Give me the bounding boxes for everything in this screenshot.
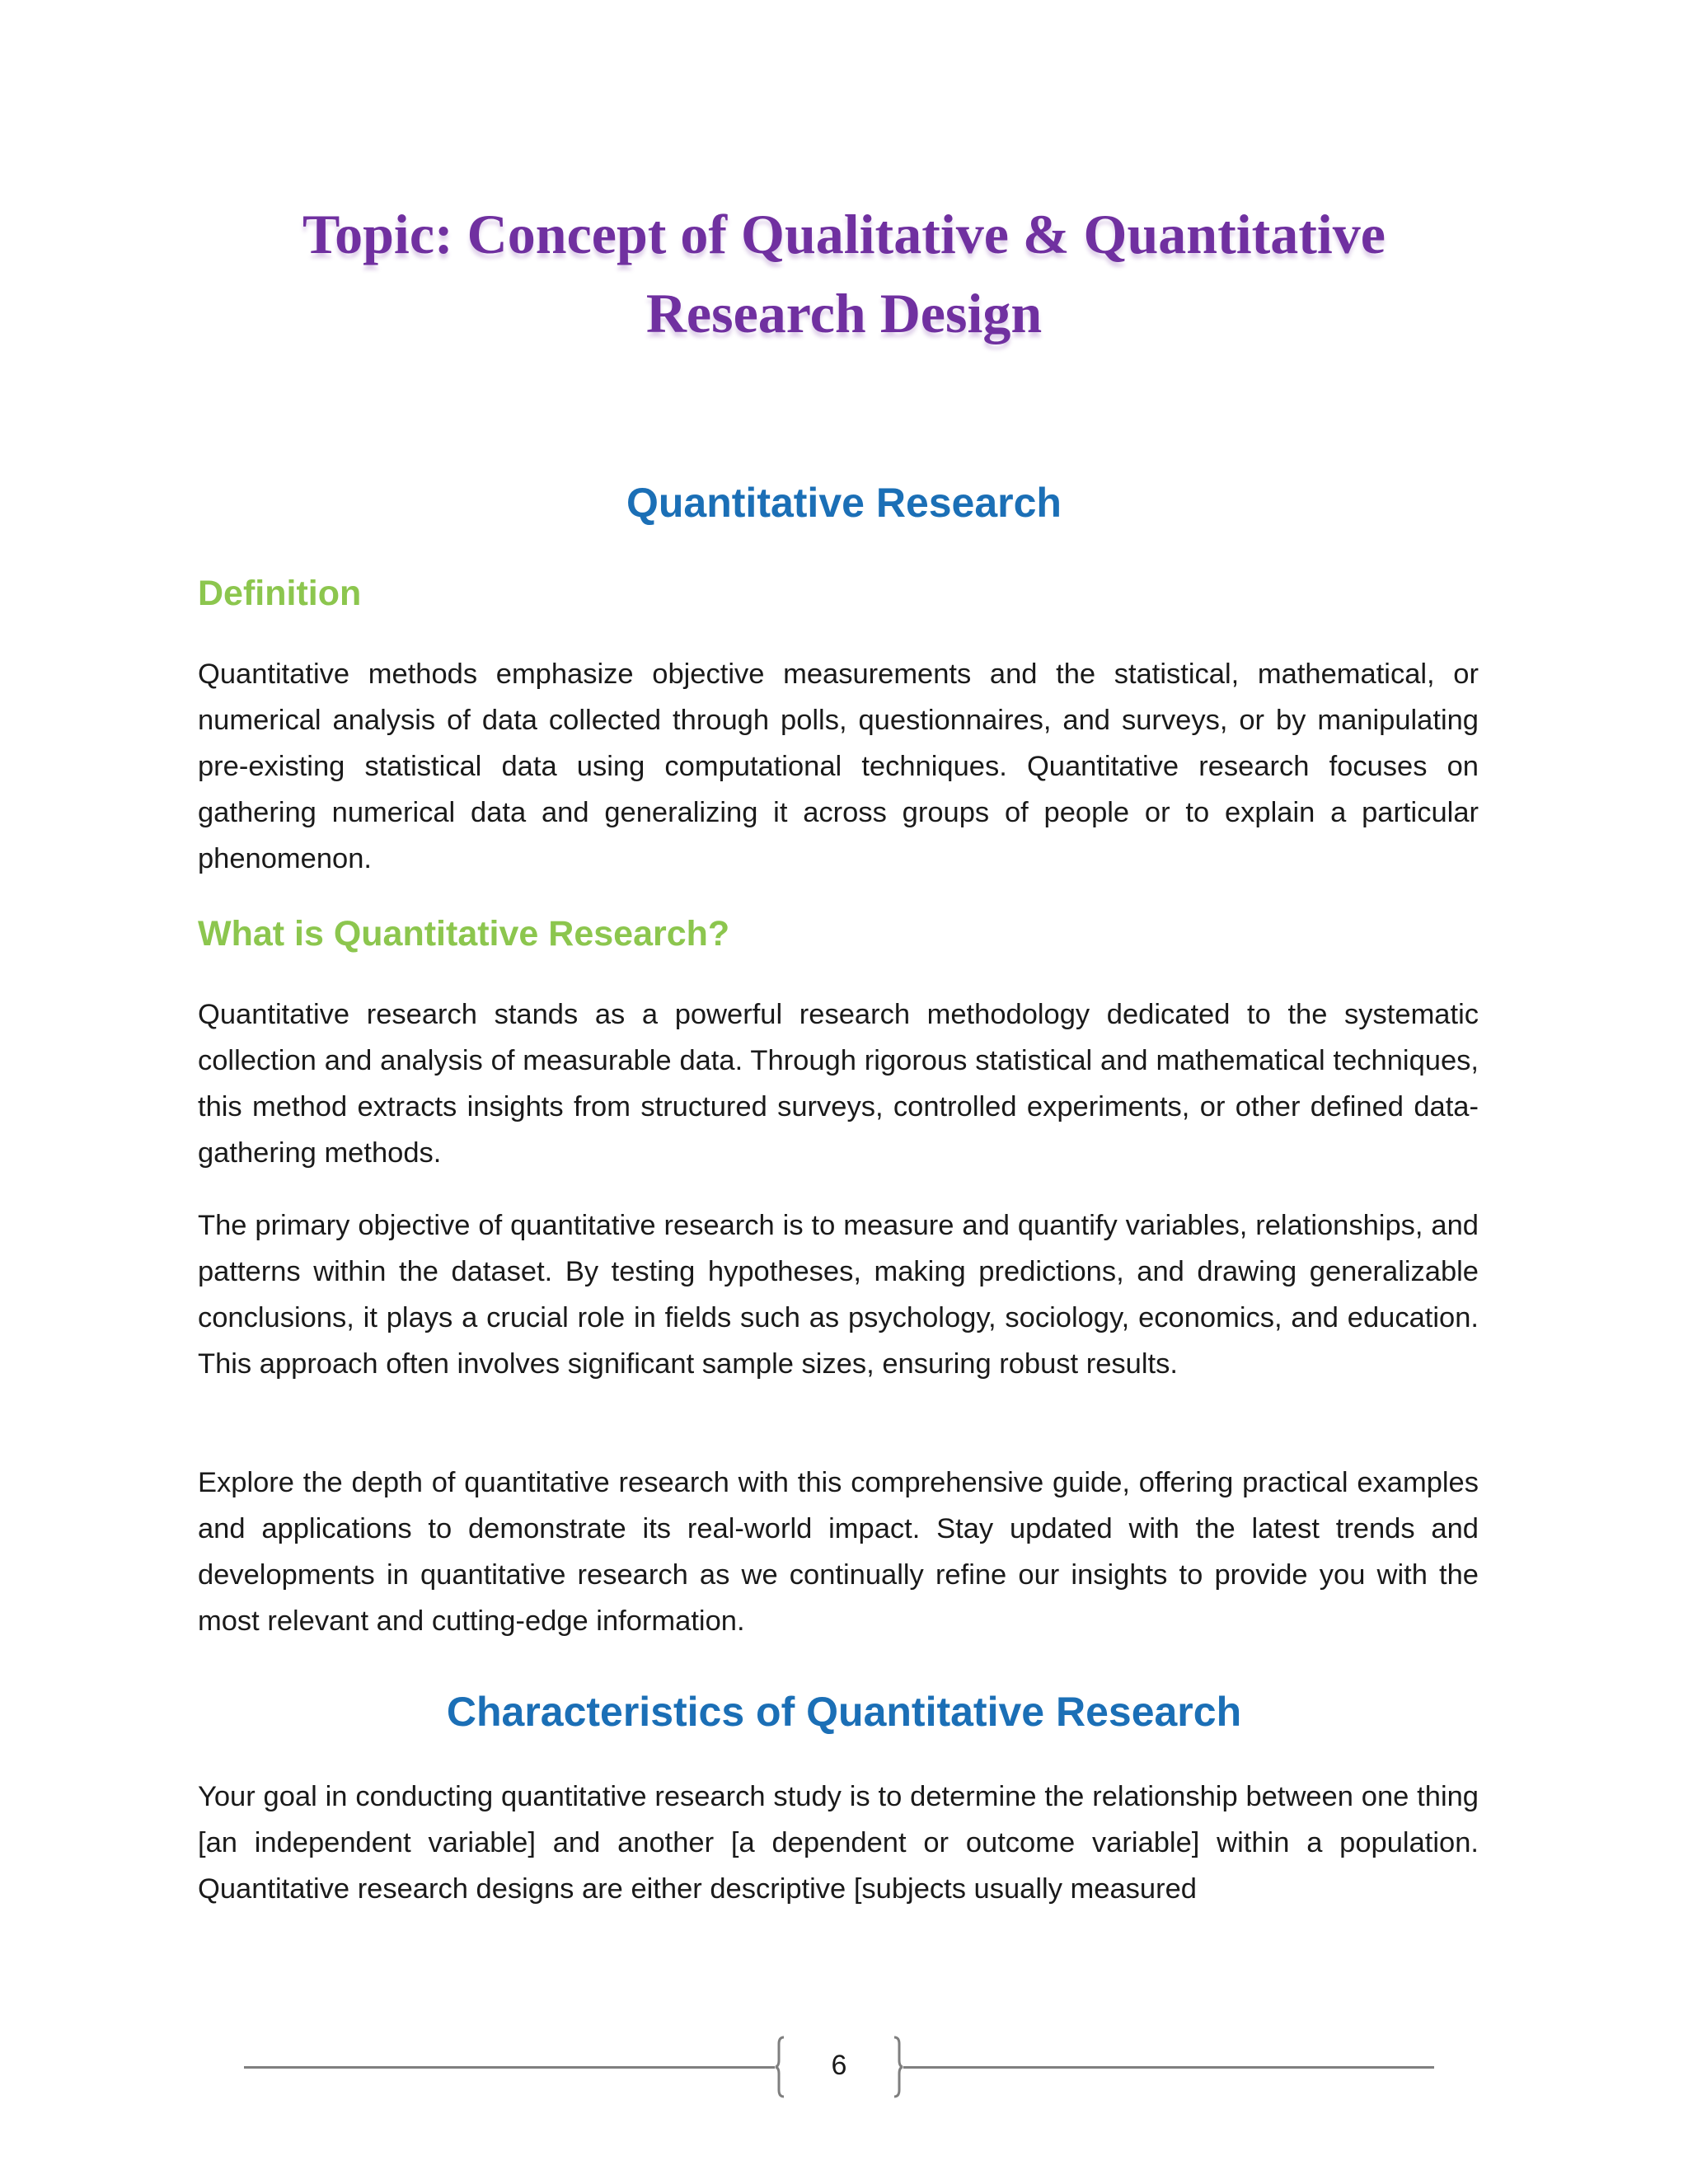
left-brace-icon xyxy=(775,2036,786,2098)
definition-paragraph: Quantitative methods emphasize objective measurements and the statistical, mathematical, or numerical analysis of data collected through polls, questionnaires, and surveys, or by manipulating pre-existing statistical data using computational techniques. Quantitative research focuses on gathering numerical data and generalizing it across groups of people or to explain a particular phenomenon. xyxy=(198,658,1479,874)
page-number: 6 xyxy=(831,2050,847,2081)
document-title-line-1: Topic: Concept of Qualitative & Quantitative xyxy=(302,203,1386,265)
what-is-quantitative-heading: What is Quantitative Research? xyxy=(198,914,730,954)
characteristics-heading: Characteristics of Quantitative Research xyxy=(446,1689,1242,1735)
footer-rule-right xyxy=(903,2066,1434,2069)
right-brace-icon xyxy=(892,2036,903,2098)
footer-rule-left xyxy=(244,2066,775,2069)
what-is-paragraph-2: The primary objective of quantitative research is to measure and quantify variables, relationships, and patterns within the dataset. By testing hypotheses, making predictions, and drawing generalizable conclusions, it plays a crucial role in fields such as psychology, sociology, economics, and education. This approach often involves significant sample sizes, ensuring robust results. xyxy=(198,1210,1479,1380)
quantitative-research-heading: Quantitative Research xyxy=(626,480,1062,526)
what-is-paragraph-1: Quantitative research stands as a powerful research methodology dedicated to the systematic collection and analysis of measurable data. Through rigorous statistical and mathematical techniques, this method extracts insights from structured surveys, controlled experiments, or other defined data-gathering methods. xyxy=(198,999,1479,1169)
definition-heading: Definition xyxy=(198,574,362,613)
document-title-line-2: Research Design xyxy=(645,282,1043,344)
page-footer xyxy=(244,2036,1434,2098)
what-is-paragraph-3: Explore the depth of quantitative research with this comprehensive guide, offering practical examples and applications to demonstrate its real-world impact. Stay updated with the latest trends and developments in quantitative research as we continually refine our insights to provide you with the most relevant and cutting-edge information. xyxy=(198,1467,1479,1637)
document-title xyxy=(198,194,1490,353)
characteristics-paragraph: Your goal in conducting quantitative research study is to determine the relationship between one thing [an independent variable] and another [a dependent or outcome variable] within a population. Quantitative research designs are either descriptive [subjects usually measured xyxy=(198,1781,1479,1905)
